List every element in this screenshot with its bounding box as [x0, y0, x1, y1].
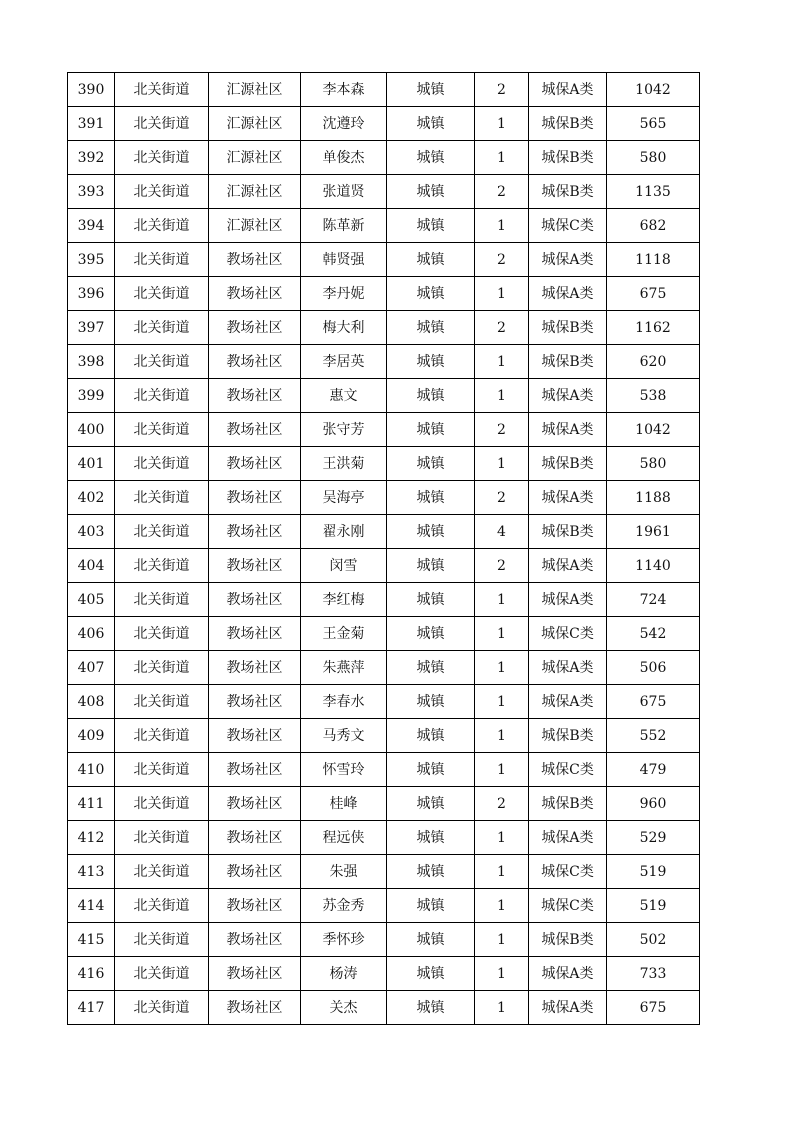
street-cell: 北关街道 — [115, 549, 209, 583]
benefit-amount-cell: 519 — [607, 889, 700, 923]
community-cell: 教场社区 — [209, 855, 301, 889]
serial-number-cell: 391 — [68, 107, 115, 141]
assistance-category-cell: 城保A类 — [529, 73, 607, 107]
recipient-name-cell: 杨涛 — [301, 957, 387, 991]
benefit-amount-cell: 1188 — [607, 481, 700, 515]
assistance-category-cell: 城保A类 — [529, 379, 607, 413]
recipient-name-cell: 闵雪 — [301, 549, 387, 583]
recipient-name-cell: 李春水 — [301, 685, 387, 719]
community-cell: 教场社区 — [209, 583, 301, 617]
community-cell: 教场社区 — [209, 753, 301, 787]
table-row — [68, 481, 700, 515]
serial-number-cell: 393 — [68, 175, 115, 209]
street-cell: 北关街道 — [115, 107, 209, 141]
community-cell: 教场社区 — [209, 685, 301, 719]
recipient-name-cell: 程远侠 — [301, 821, 387, 855]
table-row — [68, 651, 700, 685]
recipient-name-cell: 惠文 — [301, 379, 387, 413]
assistance-category-cell: 城保A类 — [529, 583, 607, 617]
assistance-category-cell: 城保C类 — [529, 855, 607, 889]
household-size-cell: 1 — [475, 889, 529, 923]
recipient-name-cell: 马秀文 — [301, 719, 387, 753]
benefit-amount-cell: 580 — [607, 141, 700, 175]
household-size-cell: 2 — [475, 787, 529, 821]
recipient-name-cell: 梅大利 — [301, 311, 387, 345]
street-cell: 北关街道 — [115, 481, 209, 515]
benefit-amount-cell: 479 — [607, 753, 700, 787]
serial-number-cell: 416 — [68, 957, 115, 991]
recipient-name-cell: 吴海亭 — [301, 481, 387, 515]
area-type-cell: 城镇 — [387, 243, 475, 277]
benefit-amount-cell: 580 — [607, 447, 700, 481]
benefit-amount-cell: 724 — [607, 583, 700, 617]
table-row — [68, 617, 700, 651]
serial-number-cell: 395 — [68, 243, 115, 277]
street-cell: 北关街道 — [115, 73, 209, 107]
household-size-cell: 2 — [475, 243, 529, 277]
benefit-amount-cell: 502 — [607, 923, 700, 957]
recipient-name-cell: 韩贤强 — [301, 243, 387, 277]
benefit-amount-cell: 519 — [607, 855, 700, 889]
community-cell: 教场社区 — [209, 277, 301, 311]
table-row — [68, 719, 700, 753]
assistance-category-cell: 城保A类 — [529, 957, 607, 991]
area-type-cell: 城镇 — [387, 515, 475, 549]
household-size-cell: 1 — [475, 617, 529, 651]
household-size-cell: 1 — [475, 141, 529, 175]
benefit-amount-cell: 682 — [607, 209, 700, 243]
assistance-category-cell: 城保B类 — [529, 345, 607, 379]
serial-number-cell: 398 — [68, 345, 115, 379]
assistance-category-cell: 城保B类 — [529, 141, 607, 175]
serial-number-cell: 402 — [68, 481, 115, 515]
community-cell: 教场社区 — [209, 617, 301, 651]
table-row — [68, 311, 700, 345]
benefit-amount-cell: 1140 — [607, 549, 700, 583]
table-row — [68, 753, 700, 787]
serial-number-cell: 403 — [68, 515, 115, 549]
community-cell: 汇源社区 — [209, 107, 301, 141]
recipient-name-cell: 单俊杰 — [301, 141, 387, 175]
area-type-cell: 城镇 — [387, 175, 475, 209]
street-cell: 北关街道 — [115, 617, 209, 651]
street-cell: 北关街道 — [115, 685, 209, 719]
household-size-cell: 1 — [475, 685, 529, 719]
area-type-cell: 城镇 — [387, 311, 475, 345]
household-size-cell: 1 — [475, 753, 529, 787]
benefit-amount-cell: 1961 — [607, 515, 700, 549]
community-cell: 教场社区 — [209, 821, 301, 855]
community-cell: 教场社区 — [209, 379, 301, 413]
household-size-cell: 1 — [475, 991, 529, 1025]
benefit-amount-cell: 565 — [607, 107, 700, 141]
assistance-category-cell: 城保B类 — [529, 311, 607, 345]
area-type-cell: 城镇 — [387, 617, 475, 651]
table-row — [68, 141, 700, 175]
assistance-category-cell: 城保B类 — [529, 175, 607, 209]
household-size-cell: 1 — [475, 447, 529, 481]
community-cell: 教场社区 — [209, 719, 301, 753]
community-cell: 汇源社区 — [209, 209, 301, 243]
serial-number-cell: 392 — [68, 141, 115, 175]
area-type-cell: 城镇 — [387, 889, 475, 923]
table-row — [68, 277, 700, 311]
street-cell: 北关街道 — [115, 209, 209, 243]
household-size-cell: 1 — [475, 923, 529, 957]
assistance-category-cell: 城保C类 — [529, 753, 607, 787]
household-size-cell: 1 — [475, 821, 529, 855]
area-type-cell: 城镇 — [387, 209, 475, 243]
table-row — [68, 209, 700, 243]
street-cell: 北关街道 — [115, 583, 209, 617]
area-type-cell: 城镇 — [387, 481, 475, 515]
community-cell: 教场社区 — [209, 481, 301, 515]
benefit-roster-table — [67, 72, 700, 1025]
street-cell: 北关街道 — [115, 413, 209, 447]
recipient-name-cell: 朱燕萍 — [301, 651, 387, 685]
household-size-cell: 1 — [475, 107, 529, 141]
community-cell: 教场社区 — [209, 889, 301, 923]
area-type-cell: 城镇 — [387, 345, 475, 379]
assistance-category-cell: 城保A类 — [529, 821, 607, 855]
table-row — [68, 685, 700, 719]
assistance-category-cell: 城保A类 — [529, 481, 607, 515]
household-size-cell: 4 — [475, 515, 529, 549]
community-cell: 教场社区 — [209, 957, 301, 991]
area-type-cell: 城镇 — [387, 719, 475, 753]
household-size-cell: 2 — [475, 413, 529, 447]
table-body — [68, 73, 700, 1025]
table-row — [68, 787, 700, 821]
community-cell: 教场社区 — [209, 447, 301, 481]
recipient-name-cell: 季怀珍 — [301, 923, 387, 957]
recipient-name-cell: 朱强 — [301, 855, 387, 889]
community-cell: 教场社区 — [209, 345, 301, 379]
table-row — [68, 107, 700, 141]
household-size-cell: 1 — [475, 651, 529, 685]
benefit-amount-cell: 1042 — [607, 413, 700, 447]
assistance-category-cell: 城保B类 — [529, 107, 607, 141]
recipient-name-cell: 苏金秀 — [301, 889, 387, 923]
benefit-amount-cell: 1118 — [607, 243, 700, 277]
benefit-amount-cell: 529 — [607, 821, 700, 855]
recipient-name-cell: 张道贤 — [301, 175, 387, 209]
area-type-cell: 城镇 — [387, 991, 475, 1025]
recipient-name-cell: 陈革新 — [301, 209, 387, 243]
street-cell: 北关街道 — [115, 141, 209, 175]
household-size-cell: 2 — [475, 481, 529, 515]
serial-number-cell: 399 — [68, 379, 115, 413]
serial-number-cell: 417 — [68, 991, 115, 1025]
benefit-amount-cell: 506 — [607, 651, 700, 685]
area-type-cell: 城镇 — [387, 141, 475, 175]
community-cell: 教场社区 — [209, 651, 301, 685]
community-cell: 教场社区 — [209, 413, 301, 447]
assistance-category-cell: 城保A类 — [529, 413, 607, 447]
assistance-category-cell: 城保B类 — [529, 787, 607, 821]
area-type-cell: 城镇 — [387, 447, 475, 481]
serial-number-cell: 412 — [68, 821, 115, 855]
area-type-cell: 城镇 — [387, 277, 475, 311]
serial-number-cell: 404 — [68, 549, 115, 583]
serial-number-cell: 411 — [68, 787, 115, 821]
assistance-category-cell: 城保A类 — [529, 243, 607, 277]
recipient-name-cell: 李本森 — [301, 73, 387, 107]
table-row — [68, 957, 700, 991]
recipient-name-cell: 李丹妮 — [301, 277, 387, 311]
serial-number-cell: 415 — [68, 923, 115, 957]
serial-number-cell: 405 — [68, 583, 115, 617]
serial-number-cell: 408 — [68, 685, 115, 719]
benefit-amount-cell: 542 — [607, 617, 700, 651]
table-row — [68, 855, 700, 889]
benefit-amount-cell: 960 — [607, 787, 700, 821]
street-cell: 北关街道 — [115, 243, 209, 277]
street-cell: 北关街道 — [115, 175, 209, 209]
street-cell: 北关街道 — [115, 991, 209, 1025]
area-type-cell: 城镇 — [387, 651, 475, 685]
table-row — [68, 243, 700, 277]
assistance-category-cell: 城保A类 — [529, 549, 607, 583]
serial-number-cell: 414 — [68, 889, 115, 923]
street-cell: 北关街道 — [115, 889, 209, 923]
area-type-cell: 城镇 — [387, 957, 475, 991]
community-cell: 教场社区 — [209, 549, 301, 583]
area-type-cell: 城镇 — [387, 787, 475, 821]
area-type-cell: 城镇 — [387, 685, 475, 719]
assistance-category-cell: 城保C类 — [529, 209, 607, 243]
street-cell: 北关街道 — [115, 345, 209, 379]
area-type-cell: 城镇 — [387, 73, 475, 107]
benefit-amount-cell: 733 — [607, 957, 700, 991]
serial-number-cell: 406 — [68, 617, 115, 651]
street-cell: 北关街道 — [115, 311, 209, 345]
community-cell: 汇源社区 — [209, 141, 301, 175]
recipient-name-cell: 李红梅 — [301, 583, 387, 617]
area-type-cell: 城镇 — [387, 923, 475, 957]
community-cell: 教场社区 — [209, 311, 301, 345]
community-cell: 教场社区 — [209, 923, 301, 957]
serial-number-cell: 400 — [68, 413, 115, 447]
area-type-cell: 城镇 — [387, 583, 475, 617]
table-row — [68, 175, 700, 209]
area-type-cell: 城镇 — [387, 549, 475, 583]
household-size-cell: 1 — [475, 345, 529, 379]
recipient-name-cell: 王金菊 — [301, 617, 387, 651]
assistance-category-cell: 城保C类 — [529, 617, 607, 651]
table-row — [68, 413, 700, 447]
street-cell: 北关街道 — [115, 719, 209, 753]
table-row — [68, 889, 700, 923]
street-cell: 北关街道 — [115, 277, 209, 311]
area-type-cell: 城镇 — [387, 413, 475, 447]
assistance-category-cell: 城保A类 — [529, 685, 607, 719]
household-size-cell: 2 — [475, 175, 529, 209]
assistance-category-cell: 城保B类 — [529, 515, 607, 549]
street-cell: 北关街道 — [115, 379, 209, 413]
street-cell: 北关街道 — [115, 923, 209, 957]
serial-number-cell: 397 — [68, 311, 115, 345]
benefit-amount-cell: 675 — [607, 277, 700, 311]
street-cell: 北关街道 — [115, 447, 209, 481]
street-cell: 北关街道 — [115, 855, 209, 889]
area-type-cell: 城镇 — [387, 821, 475, 855]
assistance-category-cell: 城保C类 — [529, 889, 607, 923]
street-cell: 北关街道 — [115, 957, 209, 991]
assistance-category-cell: 城保A类 — [529, 651, 607, 685]
serial-number-cell: 407 — [68, 651, 115, 685]
assistance-category-cell: 城保A类 — [529, 991, 607, 1025]
table-row — [68, 821, 700, 855]
benefit-amount-cell: 538 — [607, 379, 700, 413]
street-cell: 北关街道 — [115, 821, 209, 855]
benefit-amount-cell: 1162 — [607, 311, 700, 345]
serial-number-cell: 413 — [68, 855, 115, 889]
assistance-category-cell: 城保B类 — [529, 923, 607, 957]
community-cell: 教场社区 — [209, 243, 301, 277]
serial-number-cell: 390 — [68, 73, 115, 107]
assistance-category-cell: 城保B类 — [529, 447, 607, 481]
table-row — [68, 991, 700, 1025]
household-size-cell: 1 — [475, 209, 529, 243]
street-cell: 北关街道 — [115, 651, 209, 685]
benefit-amount-cell: 552 — [607, 719, 700, 753]
recipient-name-cell: 李居英 — [301, 345, 387, 379]
table-row — [68, 583, 700, 617]
serial-number-cell: 394 — [68, 209, 115, 243]
benefit-amount-cell: 675 — [607, 991, 700, 1025]
recipient-name-cell: 翟永刚 — [301, 515, 387, 549]
household-size-cell: 2 — [475, 549, 529, 583]
area-type-cell: 城镇 — [387, 107, 475, 141]
table-row — [68, 73, 700, 107]
recipient-name-cell: 沈遵玲 — [301, 107, 387, 141]
benefit-amount-cell: 1042 — [607, 73, 700, 107]
benefit-amount-cell: 675 — [607, 685, 700, 719]
street-cell: 北关街道 — [115, 753, 209, 787]
table-row — [68, 447, 700, 481]
recipient-name-cell: 张守芳 — [301, 413, 387, 447]
household-size-cell: 1 — [475, 957, 529, 991]
area-type-cell: 城镇 — [387, 379, 475, 413]
assistance-category-cell: 城保A类 — [529, 277, 607, 311]
table-row — [68, 549, 700, 583]
area-type-cell: 城镇 — [387, 855, 475, 889]
recipient-name-cell: 怀雪玲 — [301, 753, 387, 787]
community-cell: 汇源社区 — [209, 73, 301, 107]
household-size-cell: 2 — [475, 311, 529, 345]
serial-number-cell: 410 — [68, 753, 115, 787]
assistance-category-cell: 城保B类 — [529, 719, 607, 753]
street-cell: 北关街道 — [115, 515, 209, 549]
table-row — [68, 345, 700, 379]
household-size-cell: 1 — [475, 583, 529, 617]
community-cell: 汇源社区 — [209, 175, 301, 209]
benefit-amount-cell: 620 — [607, 345, 700, 379]
household-size-cell: 1 — [475, 379, 529, 413]
serial-number-cell: 401 — [68, 447, 115, 481]
household-size-cell: 1 — [475, 277, 529, 311]
table-row — [68, 923, 700, 957]
recipient-name-cell: 关杰 — [301, 991, 387, 1025]
recipient-name-cell: 桂峰 — [301, 787, 387, 821]
table-row — [68, 515, 700, 549]
community-cell: 教场社区 — [209, 787, 301, 821]
table-row — [68, 379, 700, 413]
recipient-name-cell: 王洪菊 — [301, 447, 387, 481]
community-cell: 教场社区 — [209, 515, 301, 549]
serial-number-cell: 396 — [68, 277, 115, 311]
serial-number-cell: 409 — [68, 719, 115, 753]
household-size-cell: 1 — [475, 719, 529, 753]
community-cell: 教场社区 — [209, 991, 301, 1025]
street-cell: 北关街道 — [115, 787, 209, 821]
household-size-cell: 2 — [475, 73, 529, 107]
area-type-cell: 城镇 — [387, 753, 475, 787]
benefit-amount-cell: 1135 — [607, 175, 700, 209]
household-size-cell: 1 — [475, 855, 529, 889]
